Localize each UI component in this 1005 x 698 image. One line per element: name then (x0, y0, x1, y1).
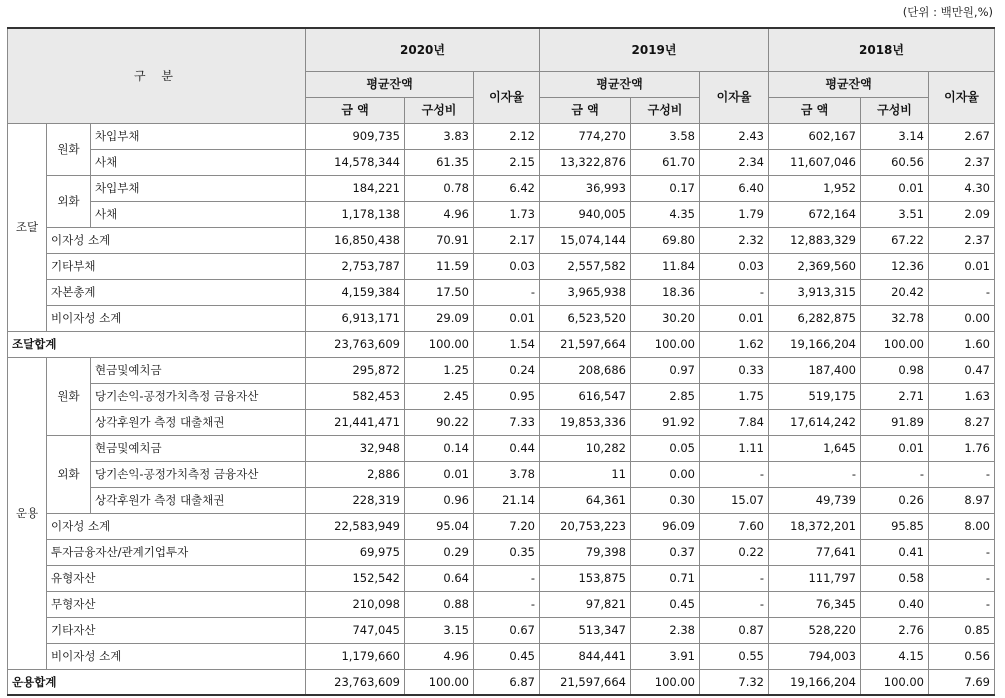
table-row (8, 513, 995, 539)
cell-value: 4.15 (861, 643, 929, 669)
cell-value: 21,441,471 (306, 409, 405, 435)
category-header: 구 분 (8, 28, 306, 123)
cell-value: 0.56 (929, 643, 995, 669)
total-row (8, 669, 995, 695)
cell-value: 100.00 (405, 331, 474, 357)
cell-value: 90.22 (405, 409, 474, 435)
cell-value: 208,686 (540, 357, 631, 383)
cell-value: 2.76 (861, 617, 929, 643)
cell-value: 100.00 (861, 669, 929, 695)
amount-header: 금 액 (540, 97, 631, 123)
row-label: 상각후원가 측정 대출채권 (91, 487, 306, 513)
cell-value: 0.01 (861, 175, 929, 201)
cell-value: 7.60 (700, 513, 769, 539)
cell-value: 4.30 (929, 175, 995, 201)
cell-value: 100.00 (405, 669, 474, 695)
cell-value: 0.17 (631, 175, 700, 201)
row-label: 차입부채 (91, 175, 306, 201)
cell-value: 111,797 (769, 565, 861, 591)
cell-value: 91.89 (861, 409, 929, 435)
cell-value: 0.47 (929, 357, 995, 383)
cell-value: 7.84 (700, 409, 769, 435)
total-label: 운용합계 (8, 669, 306, 695)
table-row (8, 643, 995, 669)
table-row (8, 305, 995, 331)
cell-value: 3.91 (631, 643, 700, 669)
amount-header: 금 액 (769, 97, 861, 123)
cell-value: 909,735 (306, 123, 405, 149)
cell-value: 228,319 (306, 487, 405, 513)
cell-value: 4.96 (405, 643, 474, 669)
cell-value: 0.37 (631, 539, 700, 565)
cell-value: 7.32 (700, 669, 769, 695)
interest-rate-header: 이자율 (929, 71, 995, 123)
cell-value: 2,369,560 (769, 253, 861, 279)
row-label: 투자금융자산/관계기업투자 (47, 539, 306, 565)
cell-value: 774,270 (540, 123, 631, 149)
cell-value: 2.85 (631, 383, 700, 409)
cell-value: 0.45 (474, 643, 540, 669)
cell-value: 2.15 (474, 149, 540, 175)
cell-value: 91.92 (631, 409, 700, 435)
cell-value: 2.43 (700, 123, 769, 149)
avg-balance-header: 평균잔액 (540, 71, 700, 97)
cell-value: 0.03 (700, 253, 769, 279)
cell-value: 0.88 (405, 591, 474, 617)
cell-value: 21,597,664 (540, 331, 631, 357)
cell-value: 2.37 (929, 149, 995, 175)
row-label: 당기손익-공정가치측정 금융자산 (91, 461, 306, 487)
cell-value: 513,347 (540, 617, 631, 643)
cell-value: 2.37 (929, 227, 995, 253)
cell-value: 8.00 (929, 513, 995, 539)
interest-rate-header: 이자율 (474, 71, 540, 123)
cell-value: 6.42 (474, 175, 540, 201)
cell-value: 3.51 (861, 201, 929, 227)
cell-value: 1.73 (474, 201, 540, 227)
cell-value: 0.01 (861, 435, 929, 461)
cell-value: 0.58 (861, 565, 929, 591)
cell-value: 95.85 (861, 513, 929, 539)
cell-value: 60.56 (861, 149, 929, 175)
table-row (8, 461, 995, 487)
row-label: 사채 (91, 201, 306, 227)
year-header: 2020년 (306, 28, 540, 71)
cell-value: 36,993 (540, 175, 631, 201)
row-label: 무형자산 (47, 591, 306, 617)
cell-value: 12.36 (861, 253, 929, 279)
cell-value: 1.60 (929, 331, 995, 357)
cell-value: 2.38 (631, 617, 700, 643)
cell-value: 79,398 (540, 539, 631, 565)
row-label: 이자성 소계 (47, 513, 306, 539)
cell-value: 6,523,520 (540, 305, 631, 331)
cell-value: 12,883,329 (769, 227, 861, 253)
cell-value: 13,322,876 (540, 149, 631, 175)
cell-value: 0.00 (929, 305, 995, 331)
cell-value: 2.09 (929, 201, 995, 227)
cell-value: - (861, 461, 929, 487)
cell-value: 0.67 (474, 617, 540, 643)
cell-value: 16,850,438 (306, 227, 405, 253)
cell-value: 0.95 (474, 383, 540, 409)
cell-value: 6.40 (700, 175, 769, 201)
cell-value: 77,641 (769, 539, 861, 565)
cell-value: 4.35 (631, 201, 700, 227)
cell-value: 2,886 (306, 461, 405, 487)
cell-value: 23,763,609 (306, 669, 405, 695)
cell-value: 794,003 (769, 643, 861, 669)
cell-value: 602,167 (769, 123, 861, 149)
cell-value: 19,853,336 (540, 409, 631, 435)
row-label: 상각후원가 측정 대출채권 (91, 409, 306, 435)
cell-value: 210,098 (306, 591, 405, 617)
table-row (8, 383, 995, 409)
cell-value: - (700, 591, 769, 617)
cell-value: 20,753,223 (540, 513, 631, 539)
cell-value: 70.91 (405, 227, 474, 253)
cell-value: 11.84 (631, 253, 700, 279)
cell-value: 0.98 (861, 357, 929, 383)
cell-value: 2.17 (474, 227, 540, 253)
row-label: 차입부채 (91, 123, 306, 149)
cell-value: 1.75 (700, 383, 769, 409)
cell-value: 17.50 (405, 279, 474, 305)
cell-value: 7.20 (474, 513, 540, 539)
row-label: 이자성 소계 (47, 227, 306, 253)
row-label: 현금및예치금 (91, 357, 306, 383)
cell-value: 61.70 (631, 149, 700, 175)
cell-value: - (769, 461, 861, 487)
cell-value: 4.96 (405, 201, 474, 227)
table-row (8, 539, 995, 565)
cell-value: 0.24 (474, 357, 540, 383)
cell-value: 1,179,660 (306, 643, 405, 669)
cell-value: 8.27 (929, 409, 995, 435)
cell-value: 0.14 (405, 435, 474, 461)
cell-value: 2,753,787 (306, 253, 405, 279)
cell-value: 17,614,242 (769, 409, 861, 435)
cell-value: 97,821 (540, 591, 631, 617)
cell-value: 1.25 (405, 357, 474, 383)
cell-value: 100.00 (631, 669, 700, 695)
table-row (8, 357, 995, 383)
year-header: 2018년 (769, 28, 995, 71)
cell-value: - (929, 591, 995, 617)
cell-value: - (929, 461, 995, 487)
cell-value: 528,220 (769, 617, 861, 643)
cell-value: 3.14 (861, 123, 929, 149)
cell-value: - (700, 565, 769, 591)
ratio-header: 구성비 (405, 97, 474, 123)
cell-value: 3.78 (474, 461, 540, 487)
cell-value: 0.97 (631, 357, 700, 383)
cell-value: 18.36 (631, 279, 700, 305)
group-label-won: 원화 (47, 123, 91, 175)
table-row (8, 409, 995, 435)
table-row (8, 149, 995, 175)
cell-value: 4,159,384 (306, 279, 405, 305)
cell-value: 0.01 (474, 305, 540, 331)
cell-value: 19,166,204 (769, 331, 861, 357)
cell-value: 2.12 (474, 123, 540, 149)
cell-value: 11.59 (405, 253, 474, 279)
section-label-operation: 운용 (8, 357, 47, 669)
cell-value: 6,282,875 (769, 305, 861, 331)
cell-value: 64,361 (540, 487, 631, 513)
cell-value: 3.15 (405, 617, 474, 643)
cell-value: 95.04 (405, 513, 474, 539)
cell-value: 0.44 (474, 435, 540, 461)
section-label-procurement: 조달 (8, 123, 47, 331)
cell-value: 0.40 (861, 591, 929, 617)
cell-value: 2.71 (861, 383, 929, 409)
table-row (8, 175, 995, 201)
cell-value: 61.35 (405, 149, 474, 175)
cell-value: 0.96 (405, 487, 474, 513)
avg-balance-header: 평균잔액 (306, 71, 474, 97)
cell-value: 69.80 (631, 227, 700, 253)
cell-value: 187,400 (769, 357, 861, 383)
cell-value: 2,557,582 (540, 253, 631, 279)
cell-value: 1.79 (700, 201, 769, 227)
cell-value: 0.55 (700, 643, 769, 669)
cell-value: - (474, 279, 540, 305)
cell-value: 6.87 (474, 669, 540, 695)
cell-value: 21.14 (474, 487, 540, 513)
cell-value: 32.78 (861, 305, 929, 331)
cell-value: 19,166,204 (769, 669, 861, 695)
total-row (8, 331, 995, 357)
group-label-won: 원화 (47, 357, 91, 435)
cell-value: 30.20 (631, 305, 700, 331)
cell-value: 0.26 (861, 487, 929, 513)
cell-value: 8.97 (929, 487, 995, 513)
cell-value: 1.11 (700, 435, 769, 461)
cell-value: 0.00 (631, 461, 700, 487)
cell-value: 3,913,315 (769, 279, 861, 305)
cell-value: 23,763,609 (306, 331, 405, 357)
cell-value: 15,074,144 (540, 227, 631, 253)
cell-value: 0.22 (700, 539, 769, 565)
cell-value: 2.34 (700, 149, 769, 175)
cell-value: 152,542 (306, 565, 405, 591)
row-label: 유형자산 (47, 565, 306, 591)
cell-value: - (700, 461, 769, 487)
cell-value: 0.64 (405, 565, 474, 591)
table-row (8, 201, 995, 227)
cell-value: 7.33 (474, 409, 540, 435)
cell-value: - (929, 279, 995, 305)
cell-value: 940,005 (540, 201, 631, 227)
row-label: 비이자성 소계 (47, 643, 306, 669)
cell-value: 0.03 (474, 253, 540, 279)
table-row (8, 591, 995, 617)
row-label: 당기손익-공정가치측정 금융자산 (91, 383, 306, 409)
cell-value: 0.85 (929, 617, 995, 643)
total-label: 조달합계 (8, 331, 306, 357)
cell-value: 0.01 (700, 305, 769, 331)
cell-value: 0.71 (631, 565, 700, 591)
group-label-foreign: 외화 (47, 175, 91, 227)
cell-value: 6,913,171 (306, 305, 405, 331)
table-row (8, 617, 995, 643)
cell-value: 747,045 (306, 617, 405, 643)
table-row (8, 253, 995, 279)
cell-value: 69,975 (306, 539, 405, 565)
table-row (8, 123, 995, 149)
row-label: 기타자산 (47, 617, 306, 643)
cell-value: 100.00 (631, 331, 700, 357)
cell-value: 10,282 (540, 435, 631, 461)
table-row (8, 279, 995, 305)
cell-value: 0.05 (631, 435, 700, 461)
cell-value: 519,175 (769, 383, 861, 409)
cell-value: 22,583,949 (306, 513, 405, 539)
cell-value: - (474, 565, 540, 591)
ratio-header: 구성비 (631, 97, 700, 123)
table-row (8, 227, 995, 253)
row-label: 현금및예치금 (91, 435, 306, 461)
row-label: 사채 (91, 149, 306, 175)
cell-value: 0.29 (405, 539, 474, 565)
cell-value: 0.35 (474, 539, 540, 565)
cell-value: - (474, 591, 540, 617)
cell-value: 3.83 (405, 123, 474, 149)
cell-value: 3.58 (631, 123, 700, 149)
unit-note: (단위 : 백만원,%) (902, 5, 993, 19)
cell-value: 18,372,201 (769, 513, 861, 539)
cell-value: 3,965,938 (540, 279, 631, 305)
cell-value: 96.09 (631, 513, 700, 539)
cell-value: 20.42 (861, 279, 929, 305)
table-row (8, 487, 995, 513)
cell-value: 67.22 (861, 227, 929, 253)
cell-value: - (929, 565, 995, 591)
group-label-foreign: 외화 (47, 435, 91, 513)
cell-value: 2.32 (700, 227, 769, 253)
cell-value: 11,607,046 (769, 149, 861, 175)
cell-value: 0.30 (631, 487, 700, 513)
ratio-header: 구성비 (861, 97, 929, 123)
cell-value: 15.07 (700, 487, 769, 513)
interest-rate-header: 이자율 (700, 71, 769, 123)
cell-value: 0.01 (929, 253, 995, 279)
interest-rate-table (7, 27, 995, 696)
cell-value: 49,739 (769, 487, 861, 513)
cell-value: 29.09 (405, 305, 474, 331)
cell-value: - (929, 539, 995, 565)
cell-value: 1,645 (769, 435, 861, 461)
cell-value: 153,875 (540, 565, 631, 591)
cell-value: 21,597,664 (540, 669, 631, 695)
year-header: 2019년 (540, 28, 769, 71)
cell-value: 1.54 (474, 331, 540, 357)
cell-value: 616,547 (540, 383, 631, 409)
row-label: 기타부채 (47, 253, 306, 279)
cell-value: 7.69 (929, 669, 995, 695)
cell-value: 0.78 (405, 175, 474, 201)
cell-value: 0.87 (700, 617, 769, 643)
cell-value: 2.67 (929, 123, 995, 149)
cell-value: - (700, 279, 769, 305)
cell-value: 2.45 (405, 383, 474, 409)
cell-value: 32,948 (306, 435, 405, 461)
amount-header: 금 액 (306, 97, 405, 123)
cell-value: 11 (540, 461, 631, 487)
cell-value: 100.00 (861, 331, 929, 357)
table-row (8, 435, 995, 461)
cell-value: 582,453 (306, 383, 405, 409)
cell-value: 1.76 (929, 435, 995, 461)
cell-value: 672,164 (769, 201, 861, 227)
table-row (8, 565, 995, 591)
cell-value: 1.63 (929, 383, 995, 409)
cell-value: 76,345 (769, 591, 861, 617)
cell-value: 1,178,138 (306, 201, 405, 227)
cell-value: 1,952 (769, 175, 861, 201)
row-label: 비이자성 소계 (47, 305, 306, 331)
cell-value: 1.62 (700, 331, 769, 357)
cell-value: 0.41 (861, 539, 929, 565)
cell-value: 844,441 (540, 643, 631, 669)
cell-value: 14,578,344 (306, 149, 405, 175)
row-label: 자본총계 (47, 279, 306, 305)
avg-balance-header: 평균잔액 (769, 71, 929, 97)
cell-value: 184,221 (306, 175, 405, 201)
cell-value: 295,872 (306, 357, 405, 383)
cell-value: 0.45 (631, 591, 700, 617)
cell-value: 0.01 (405, 461, 474, 487)
cell-value: 0.33 (700, 357, 769, 383)
